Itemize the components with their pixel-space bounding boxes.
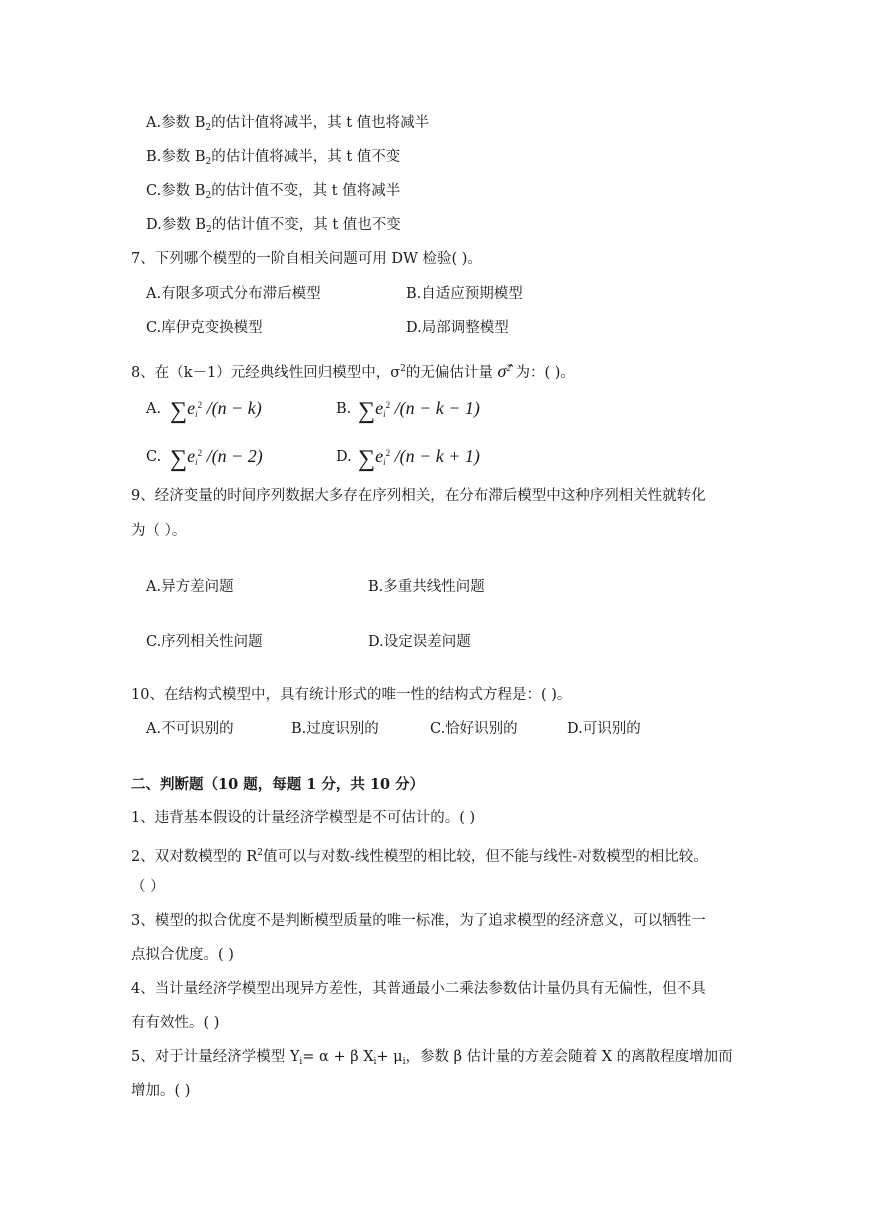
subscript: i [383, 409, 386, 419]
subscript: 2 [205, 157, 212, 167]
tf-item-5-text-2: = α + β X [302, 1049, 374, 1065]
q7-option-b: B.自适应预期模型 [406, 286, 523, 302]
formula-tail: /(n − k) [206, 398, 262, 418]
superscript: 2 [506, 363, 511, 373]
q6-option-b-text-2: 的估计值将减半，其 t 值不变 [211, 149, 401, 165]
superscript: 2 [385, 448, 391, 458]
tf-item-5-text: 5、对于计量经济学模型 Y [131, 1049, 300, 1065]
superscript: 2 [197, 400, 203, 410]
subscript: i [402, 1057, 406, 1067]
q7-option-c: C.库伊克变换模型 [146, 320, 263, 336]
q8-stem [131, 359, 575, 382]
superscript: 2 [400, 364, 406, 374]
q7-option-d: D.局部调整模型 [406, 320, 509, 336]
q8-option-c-formula [170, 444, 263, 471]
tf-item-2-text: 2、双对数模型的 R [131, 849, 258, 865]
subscript: i [383, 457, 386, 467]
q8-option-d-formula [358, 444, 480, 471]
subscript: i [299, 1057, 303, 1067]
tf-item-5-text-3: + μ [376, 1049, 403, 1065]
q6-option-c-text-2: 的估计值不变，其 t 值将减半 [211, 183, 401, 199]
sigma-hat-symbol [497, 361, 510, 381]
section-heading: 二、判断题（10 题，每题 1 分，共 10 分） [131, 776, 425, 793]
superscript: 2 [197, 448, 203, 458]
q8-option-b-label: B. [336, 401, 352, 417]
e-var: e [375, 446, 384, 466]
q6-option-c-text: C.参数 B [146, 183, 206, 199]
tf-item-5-line2: 增加。( ) [131, 1083, 191, 1099]
q6-option-a [146, 114, 429, 137]
sum-symbol: ∑ [170, 398, 188, 424]
subscript: i [195, 457, 198, 467]
tf-item-4-line1: 4、当计量经济学模型出现异方差性，其普通最小二乘法参数估计量仍具有无偏性，但不具 [131, 981, 706, 997]
q7-option-a: A.有限多项式分布滞后模型 [146, 286, 321, 302]
sigma-hat: σ̂ [497, 361, 507, 381]
q10-option-b: B.过度识别的 [291, 721, 379, 737]
tf-item-3-line1: 3、模型的拟合优度不是判断模型质量的唯一标准，为了追求模型的经济意义，可以牺牲一 [131, 913, 706, 929]
q8-option-b-formula [358, 396, 480, 423]
tf-item-4-line2: 有有效性。( ) [131, 1015, 220, 1031]
subscript: i [373, 1057, 377, 1067]
q9-option-b: B.多重共线性问题 [368, 579, 485, 595]
q6-option-a-text: A.参数 B [146, 115, 206, 131]
tf-item-2-line1 [131, 844, 708, 866]
q6-option-c [146, 182, 400, 205]
q8-stem-text-2: 的无偏估计量 [405, 365, 493, 381]
q10-stem: 10、在结构式模型中，具有统计形式的唯一性的结构式方程是：( )。 [131, 687, 572, 703]
sum-symbol: ∑ [358, 398, 376, 424]
sum-symbol: ∑ [358, 446, 376, 472]
q10-option-d: D.可识别的 [567, 721, 641, 737]
superscript: 2 [257, 848, 263, 858]
q6-option-d-text: D.参数 B [146, 217, 206, 233]
q8-option-d-label: D. [336, 449, 352, 465]
q6-option-b [146, 148, 400, 171]
tf-item-2-text-2: 值可以与对数-线性模型的相比较，但不能与线性-对数模型的相比较。 [263, 849, 708, 865]
q8-stem-text: 8、在（k－1）元经典线性回归模型中，σ [131, 365, 401, 381]
subscript: 2 [205, 191, 212, 201]
formula-tail: /(n − k + 1) [394, 446, 480, 466]
subscript: 2 [205, 123, 212, 133]
q8-option-a-formula [170, 396, 262, 423]
q8-stem-text-3: 为：( )。 [515, 365, 575, 381]
sum-symbol: ∑ [170, 446, 188, 472]
tf-item-3-line2: 点拟合优度。( ) [131, 947, 234, 963]
q9-option-a: A.异方差问题 [146, 579, 234, 595]
q7-stem: 7、下列哪个模型的一阶自相关问题可用 DW 检验( )。 [131, 251, 482, 267]
q9-option-d: D.设定误差问题 [368, 634, 471, 650]
q6-option-b-text: B.参数 B [146, 149, 206, 165]
q8-option-c-label: C. [146, 449, 162, 465]
subscript: i [195, 409, 198, 419]
q6-option-a-text-2: 的估计值将减半，其 t 值也将减半 [211, 115, 430, 131]
formula-tail: /(n − k − 1) [394, 398, 480, 418]
e-var: e [187, 398, 196, 418]
q8-option-a-label: A. [146, 401, 162, 417]
e-var: e [187, 446, 196, 466]
tf-item-1: 1、违背基本假设的计量经济学模型是不可估计的。( ) [131, 810, 476, 826]
e-var: e [375, 398, 384, 418]
q9-stem-line1: 9、经济变量的时间序列数据大多存在序列相关，在分布滞后模型中这种序列相关性就转化 [131, 488, 706, 504]
q10-option-a: A.不可识别的 [146, 721, 234, 737]
subscript: 2 [205, 225, 212, 235]
q6-option-d-text-2: 的估计值不变，其 t 值也不变 [211, 217, 401, 233]
q9-stem-line2: 为（ ）。 [131, 523, 187, 539]
q9-option-c: C.序列相关性问题 [146, 634, 263, 650]
tf-item-2-line2: （ ） [131, 879, 165, 895]
tf-item-5-text-4: ，参数 β 估计量的方差会随着 X 的离散程度增加而 [405, 1049, 733, 1065]
formula-tail: /(n − 2) [206, 446, 263, 466]
tf-item-5-line1 [131, 1048, 733, 1071]
q10-option-c: C.恰好识别的 [430, 721, 518, 737]
superscript: 2 [385, 400, 391, 410]
q6-option-d [146, 216, 401, 239]
